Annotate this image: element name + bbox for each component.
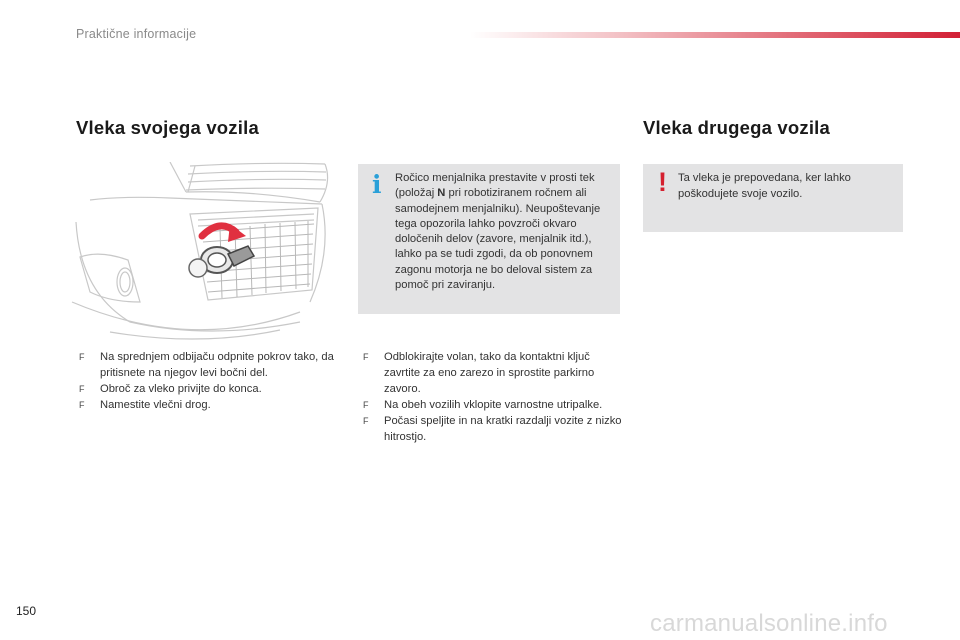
warning-note-text: Ta vleka je prepovedana, ker lahko poškodujete svoje vozilo. <box>678 172 851 200</box>
section-title-other-vehicle: Vleka drugega vozila <box>643 117 831 138</box>
info-note-box <box>358 164 620 314</box>
bullet-icon: F <box>79 352 85 362</box>
front-bumper-towing-eye-illustration <box>70 162 332 342</box>
gear-position-n: N <box>437 187 446 200</box>
watermark: carmanualsonline.info <box>650 610 888 637</box>
info-icon: i <box>372 170 382 199</box>
list-item: F Na sprednjem odbijaču odpnite pokrov tako, da pritisnete na njegov levi bočni del. <box>79 351 334 379</box>
bullet-icon: F <box>363 400 369 410</box>
list-item: F Obroč za vleko privijte do konca. <box>79 383 262 395</box>
list-item: F Na obeh vozilih vklopite varnostne utripalke. <box>363 399 603 411</box>
header-decor-bar <box>470 32 960 38</box>
list-item: F Namestite vlečni drog. <box>79 399 211 411</box>
bullet-icon: F <box>363 416 369 426</box>
steps-own-vehicle <box>78 349 338 413</box>
info-note-text <box>395 171 617 293</box>
page-number: 150 <box>16 604 37 618</box>
section-title-own-vehicle: Vleka svojega vozila <box>76 117 259 138</box>
bullet-icon: F <box>79 400 85 410</box>
warning-icon: ! <box>658 167 667 197</box>
list-item: F Počasi speljite in na kratki razdalji vozite z nizko hitrostjo. <box>363 415 622 443</box>
header-title: Praktične informacije <box>76 27 197 41</box>
list-item: F Odblokirajte volan, tako da kontaktni ključ zavrtite za eno zarezo in sprostite parkirno zavoro. <box>363 351 595 395</box>
steps-general <box>362 349 622 445</box>
info-text-part-2: pri robotiziranem ročnem ali samodejnem menjalniku). Neupoštevanje tega opozorila lahko povzroči okvaro določenih delov (zavore, menjalnik itd.), lahko pa se tudi zgodi, da ob ponovnem zagonu motorja ne bo deloval sistem za pomoč pri zaviranju. <box>395 187 601 292</box>
bullet-icon: F <box>79 384 85 394</box>
warning-note-box <box>643 164 903 232</box>
bullet-icon: F <box>363 352 369 362</box>
info-text-part-1: Ročico menjalnika prestavite v prosti tek (položaj <box>395 172 595 200</box>
